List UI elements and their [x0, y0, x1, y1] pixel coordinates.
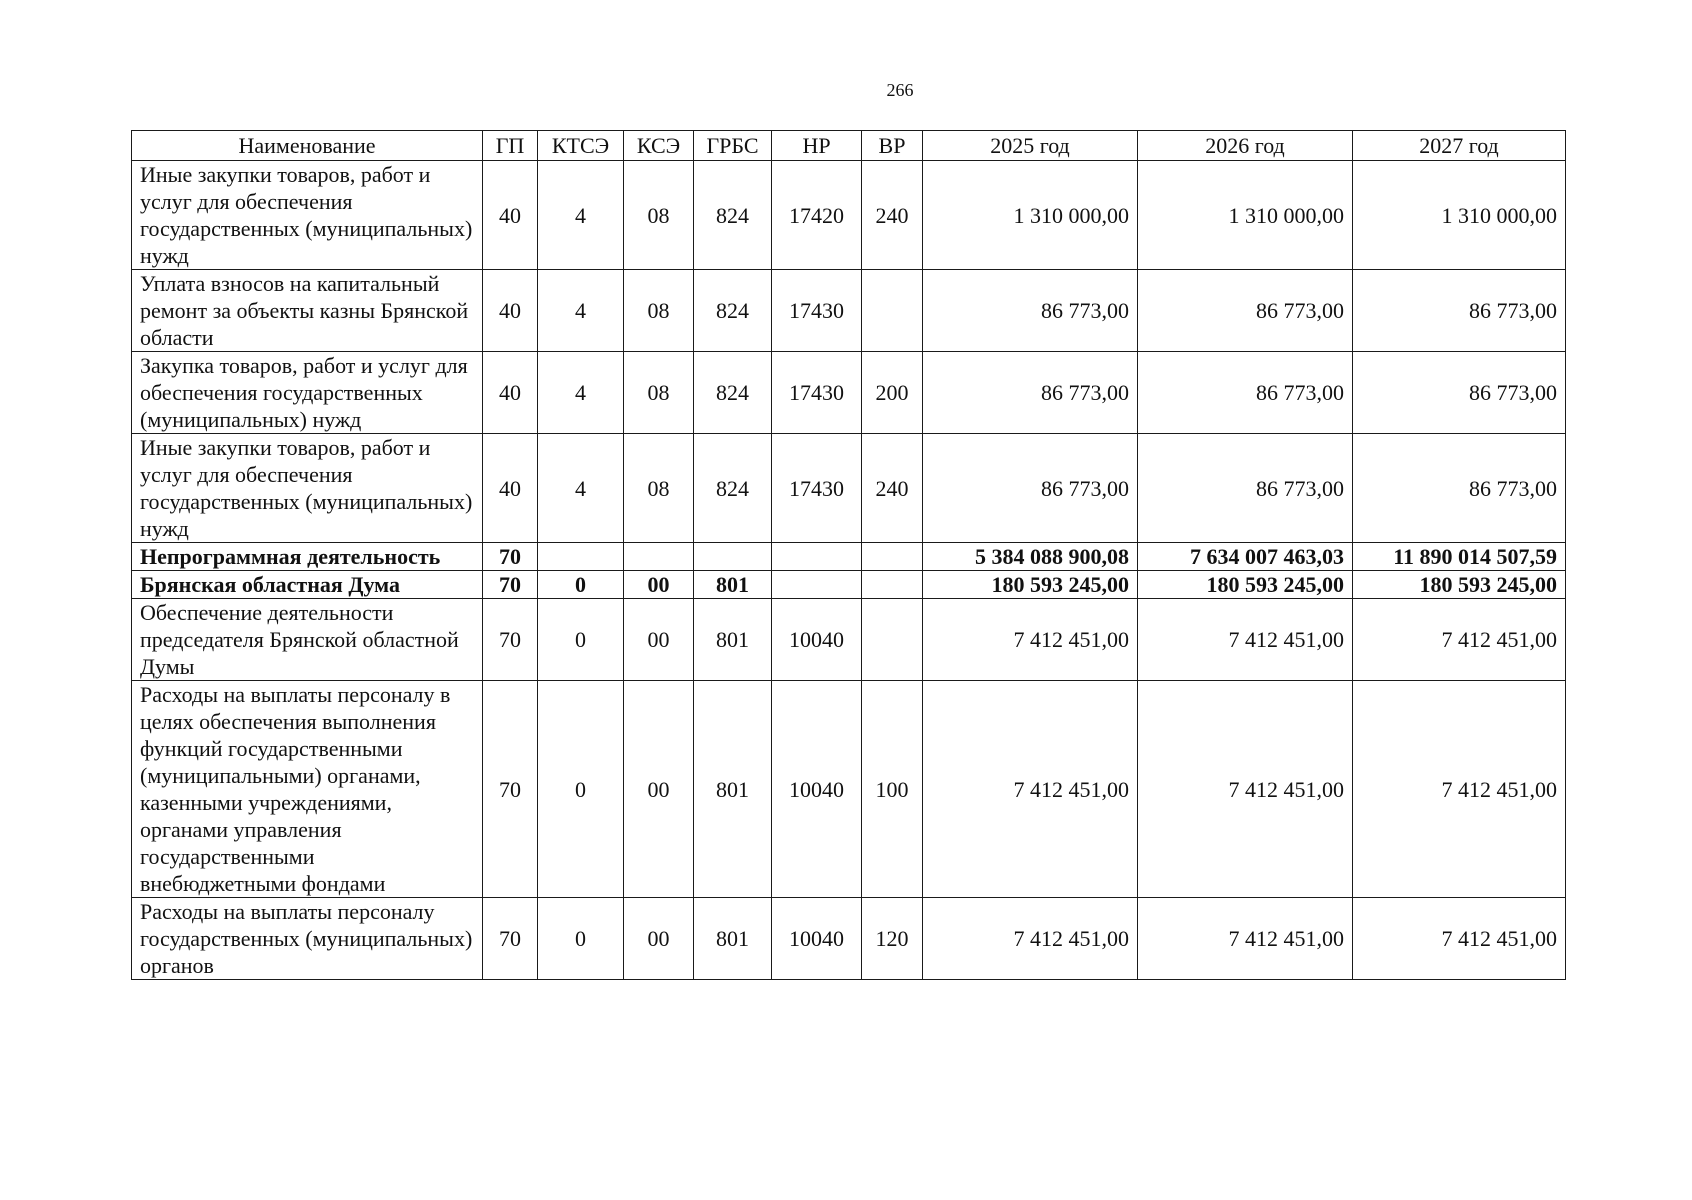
row-grbs: 824 [694, 352, 772, 434]
row-ktse: 0 [538, 599, 624, 681]
row-ktse: 0 [538, 681, 624, 898]
row-ktse: 4 [538, 270, 624, 352]
row-amount-2025: 180 593 245,00 [923, 571, 1138, 599]
table-row [132, 434, 1566, 543]
row-gp: 40 [483, 270, 538, 352]
row-amount-2027: 86 773,00 [1353, 434, 1566, 543]
row-amount-2025: 7 412 451,00 [923, 599, 1138, 681]
row-amount-2027: 7 412 451,00 [1353, 599, 1566, 681]
row-kse: 00 [624, 898, 694, 980]
row-amount-2025: 5 384 088 900,08 [923, 543, 1138, 571]
row-amount-2026: 86 773,00 [1138, 434, 1353, 543]
row-grbs: 801 [694, 898, 772, 980]
row-amount-2026: 180 593 245,00 [1138, 571, 1353, 599]
row-name: Расходы на выплаты персоналу государственных (муниципальных) органов [132, 898, 483, 980]
row-nr: 17420 [772, 161, 862, 270]
row-name: Обеспечение деятельности председателя Брянской областной Думы [132, 599, 483, 681]
row-amount-2026: 7 412 451,00 [1138, 681, 1353, 898]
row-amount-2027: 11 890 014 507,59 [1353, 543, 1566, 571]
row-grbs: 801 [694, 571, 772, 599]
row-amount-2025: 7 412 451,00 [923, 898, 1138, 980]
row-grbs: 801 [694, 681, 772, 898]
table-row [132, 352, 1566, 434]
row-gp: 40 [483, 434, 538, 543]
row-gp: 70 [483, 543, 538, 571]
section-row [132, 571, 1566, 599]
row-name: Непрограммная деятельность [132, 543, 483, 571]
row-kse: 08 [624, 434, 694, 543]
row-kse: 00 [624, 599, 694, 681]
row-kse: 00 [624, 681, 694, 898]
page-number: 266 [886, 80, 914, 100]
row-vr: 240 [862, 434, 923, 543]
row-vr: 100 [862, 681, 923, 898]
row-kse: 08 [624, 352, 694, 434]
row-vr [862, 270, 923, 352]
row-gp: 70 [483, 898, 538, 980]
row-nr [772, 571, 862, 599]
row-amount-2026: 86 773,00 [1138, 352, 1353, 434]
row-amount-2025: 86 773,00 [923, 434, 1138, 543]
row-vr [862, 543, 923, 571]
row-grbs: 824 [694, 161, 772, 270]
row-kse: 00 [624, 571, 694, 599]
row-nr: 17430 [772, 434, 862, 543]
row-grbs: 824 [694, 434, 772, 543]
header-grbs: ГРБС [694, 131, 772, 161]
header-name: Наименование [132, 131, 483, 161]
row-nr: 10040 [772, 599, 862, 681]
row-gp: 40 [483, 161, 538, 270]
row-amount-2027: 7 412 451,00 [1353, 681, 1566, 898]
row-ktse: 0 [538, 898, 624, 980]
row-ktse: 4 [538, 352, 624, 434]
row-grbs: 824 [694, 270, 772, 352]
row-name: Иные закупки товаров, работ и услуг для обеспечения государственных (муниципальных) нужд [132, 434, 483, 543]
row-amount-2025: 86 773,00 [923, 352, 1138, 434]
table-row [132, 599, 1566, 681]
row-gp: 70 [483, 571, 538, 599]
row-nr: 10040 [772, 898, 862, 980]
row-amount-2026: 1 310 000,00 [1138, 161, 1353, 270]
row-ktse: 4 [538, 161, 624, 270]
row-vr: 200 [862, 352, 923, 434]
row-kse: 08 [624, 161, 694, 270]
header-2025: 2025 год [923, 131, 1138, 161]
row-nr: 10040 [772, 681, 862, 898]
row-grbs: 801 [694, 599, 772, 681]
header-2027: 2027 год [1353, 131, 1566, 161]
row-amount-2027: 180 593 245,00 [1353, 571, 1566, 599]
section-row [132, 543, 1566, 571]
header-kse: КСЭ [624, 131, 694, 161]
row-amount-2027: 86 773,00 [1353, 270, 1566, 352]
row-kse [624, 543, 694, 571]
row-nr: 17430 [772, 352, 862, 434]
row-ktse [538, 543, 624, 571]
row-amount-2025: 86 773,00 [923, 270, 1138, 352]
row-gp: 70 [483, 681, 538, 898]
row-name: Уплата взносов на капитальный ремонт за объекты казны Брянской области [132, 270, 483, 352]
row-nr [772, 543, 862, 571]
header-gp: ГП [483, 131, 538, 161]
row-vr: 120 [862, 898, 923, 980]
header-2026: 2026 год [1138, 131, 1353, 161]
header-vr: ВР [862, 131, 923, 161]
row-name: Брянская областная Дума [132, 571, 483, 599]
table-row [132, 161, 1566, 270]
row-name: Иные закупки товаров, работ и услуг для обеспечения государственных (муниципальных) нужд [132, 161, 483, 270]
row-ktse: 0 [538, 571, 624, 599]
row-kse: 08 [624, 270, 694, 352]
row-ktse: 4 [538, 434, 624, 543]
table-row [132, 898, 1566, 980]
row-grbs [694, 543, 772, 571]
header-nr: НР [772, 131, 862, 161]
row-nr: 17430 [772, 270, 862, 352]
row-amount-2027: 1 310 000,00 [1353, 161, 1566, 270]
table-header-row [132, 131, 1566, 161]
row-amount-2026: 7 412 451,00 [1138, 898, 1353, 980]
row-vr [862, 571, 923, 599]
table-row [132, 681, 1566, 898]
row-gp: 70 [483, 599, 538, 681]
table-row [132, 270, 1566, 352]
row-name: Закупка товаров, работ и услуг для обеспечения государственных (муниципальных) нужд [132, 352, 483, 434]
header-ktse: КТСЭ [538, 131, 624, 161]
row-amount-2025: 7 412 451,00 [923, 681, 1138, 898]
row-amount-2026: 86 773,00 [1138, 270, 1353, 352]
row-amount-2027: 86 773,00 [1353, 352, 1566, 434]
row-amount-2025: 1 310 000,00 [923, 161, 1138, 270]
row-name: Расходы на выплаты персоналу в целях обеспечения выполнения функций государственными (муниципальными) органами, казенными учреждениями, органами управления государственными внебюджетными фондами [132, 681, 483, 898]
row-vr [862, 599, 923, 681]
budget-table [131, 130, 1566, 980]
row-amount-2026: 7 412 451,00 [1138, 599, 1353, 681]
row-amount-2026: 7 634 007 463,03 [1138, 543, 1353, 571]
row-amount-2027: 7 412 451,00 [1353, 898, 1566, 980]
row-gp: 40 [483, 352, 538, 434]
row-vr: 240 [862, 161, 923, 270]
